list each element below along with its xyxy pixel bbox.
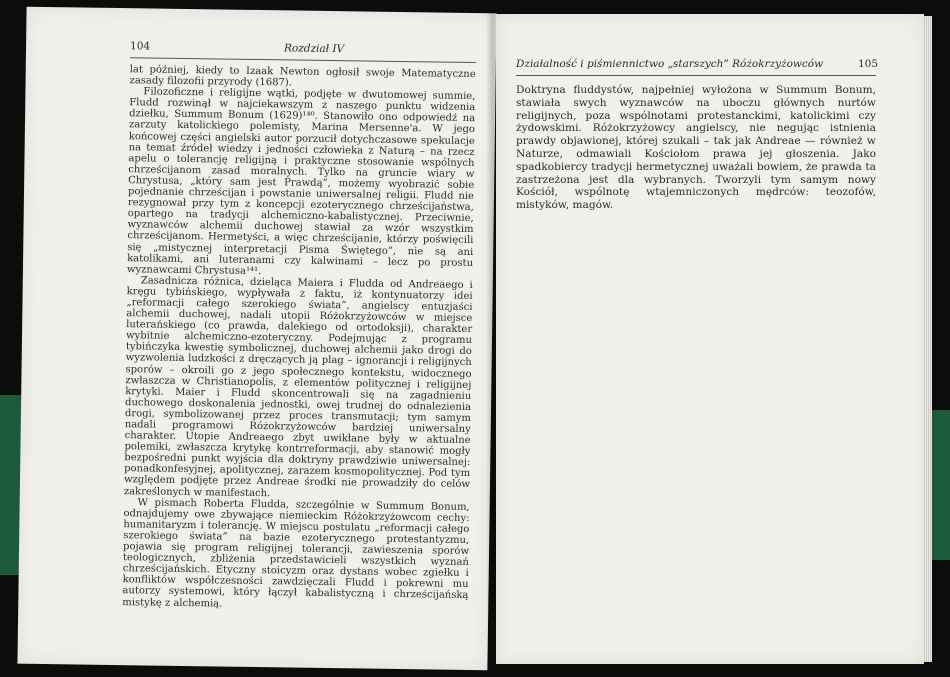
left-page [17, 7, 496, 670]
page-number: 104 [129, 40, 151, 53]
paragraph: lat później, kiedy to Izaak Newton ogłosił swoje Matematyczne zasady filozofii przyrody (1687). [129, 64, 476, 89]
running-head: Działalność i piśmiennictwo „starszych” Różokrzyżowców [516, 58, 824, 70]
header-rule [516, 75, 876, 76]
page-number: 105 [858, 58, 879, 70]
paragraph: Zasadnicza różnica, dzieląca Maiera i Fludda od Andreaego i kręgu tybińskiego, wypływała z faktu, iż kontynuatorzy idei „reformacji całego szerokiego świata”, angielscy entuzjaści alchemii duchowej, nadali utopii Różokrzyżowców w miejsce luterańskiego (co prawda, dalekiego od ortodoksji), charakter wybitnie alchemiczno-ezoteryczny. Podejmując z programu tybińczyka kwestię symbolicznej, duchowej alchemii jako drogi do wyzwolenia ludzkości z dręczących ją plag – ignorancji i religijnych sporów – okroili go z jego społecznego kontekstu, widocznego zwłaszcza w Christianopolis, z elementów politycznej i religijnej krytyki. Maier i Fludd skoncentrowali się na zagadnieniu duchowego doskonalenia jednostki, owej trudnej do odnalezienia drogi, symbolizowanej przez proces transmutacji; tym samym nadali programowi Różokrzyżowców bardziej uniwersalny charakter. Utopie Andreaego zbyt uwikłane były w aktualne polemiki, zwłaszcza krytykę kontrreformacji, aby stanowić mogły bezpośredni punkt wyjścia dla doktryny prawdziwie uniwersalnej: ponadkonfesyjnej, apolitycznej, zarazem kosmopolitycznej. Pod tym względem podjęte przez Andreae środki nie prowadziły do celów zakreślonych w manifestach. [123, 275, 473, 499]
body-text [122, 64, 476, 612]
paragraph: W pismach Roberta Fludda, szczególnie w Summum Bonum, odnajdujemy owe zbywające niemieckim Różokrzyżowcom cechy: humanitaryzm i tolerancję. W miejscu postulatu „reformacji całego szerokiego świata” na bazie ezoterycznego protestantyzmu, pojawia się program religijnej tolerancji, zawieszenia sporów teologicznych, zbliżenia przedstawicieli wszystkich wyznań chrześcijańskich. Etyczny stoicyzm oraz dystans wobec zgiełku i konfliktów współczesności zawdzięczali Fludd i pokrewni mu autorzy systemowi, który łączył kabalistyczną i chrześcijańską mistykę z alchemią. [122, 497, 470, 610]
paragraph: Filozoficzne i religijne wątki, podjęte w dwutomowej summie, Fludd rozwinął w najciekawszym z naszego punktu widzenia dziełku, Summum Bonum (1629)¹⁴⁰. Stanowiło ono odpowiedź na zarzuty katolickiego polemisty, Marina Mersenne'a. W jego końcowej części angielski autor porzucił dotychczasowe spekulacje na temat źródeł wiedzy i jedności człowieka z Naturą – na rzecz apelu o tolerancję religijną i praktyczne stosowanie wspólnych chrześcijanom zasad moralnych. Tylko na gruncie wiary w Chrystusa, „który sam jest Prawdą”, możemy wyobrazić sobie pojednanie chrześcijan i powstanie uniwersalnej religii. Fludd nie rezygnował przy tym z koncepcji ezoterycznego chrześcijaństwa, opartego na tradycji alchemiczno-kabalistycznej. Przeciwnie, wyznawców alchemii duchowej stawiał za wzór wszystkim chrześcijanom. Hermetyści, a więc chrześcijanie, którzy poświęcili się „mistycznej interpretacji Pisma Świętego”, nie są ani katolikami, ani luteranami czy kalwinami – lecz po prostu wyznawcami Chrystusa¹⁴¹. [126, 86, 476, 277]
running-head: Rozdział IV [283, 42, 345, 56]
header-rule [130, 57, 476, 63]
right-page [496, 14, 924, 664]
body-text [516, 84, 876, 212]
book-cover-edge-right [930, 410, 950, 560]
paragraph: Doktryna fluddystów, najpełniej wyłożona w Summum Bonum, stawiała swych wyznawców na uboczu głównych nurtów religijnych, poza wspólnotami protestanckimi, katolickimi czy żydowskimi. Różokrzyżowcy angielscy, nie negując istnienia prawdy objawionej, której szukali – tak jak Andreae — również w Naturze, odmawiali Kościołom prawa jej głoszenia. Jako spadkobiercy tradycji hermetycznej uważali bowiem, że prawda ta zastrzeżona jest dla wybranych. Tworzyli tym samym nowy Kościół, wspólnotę wtajemniczonych mędrców: teozofów, mistyków, magów. [516, 84, 876, 212]
page-edges [924, 16, 932, 662]
